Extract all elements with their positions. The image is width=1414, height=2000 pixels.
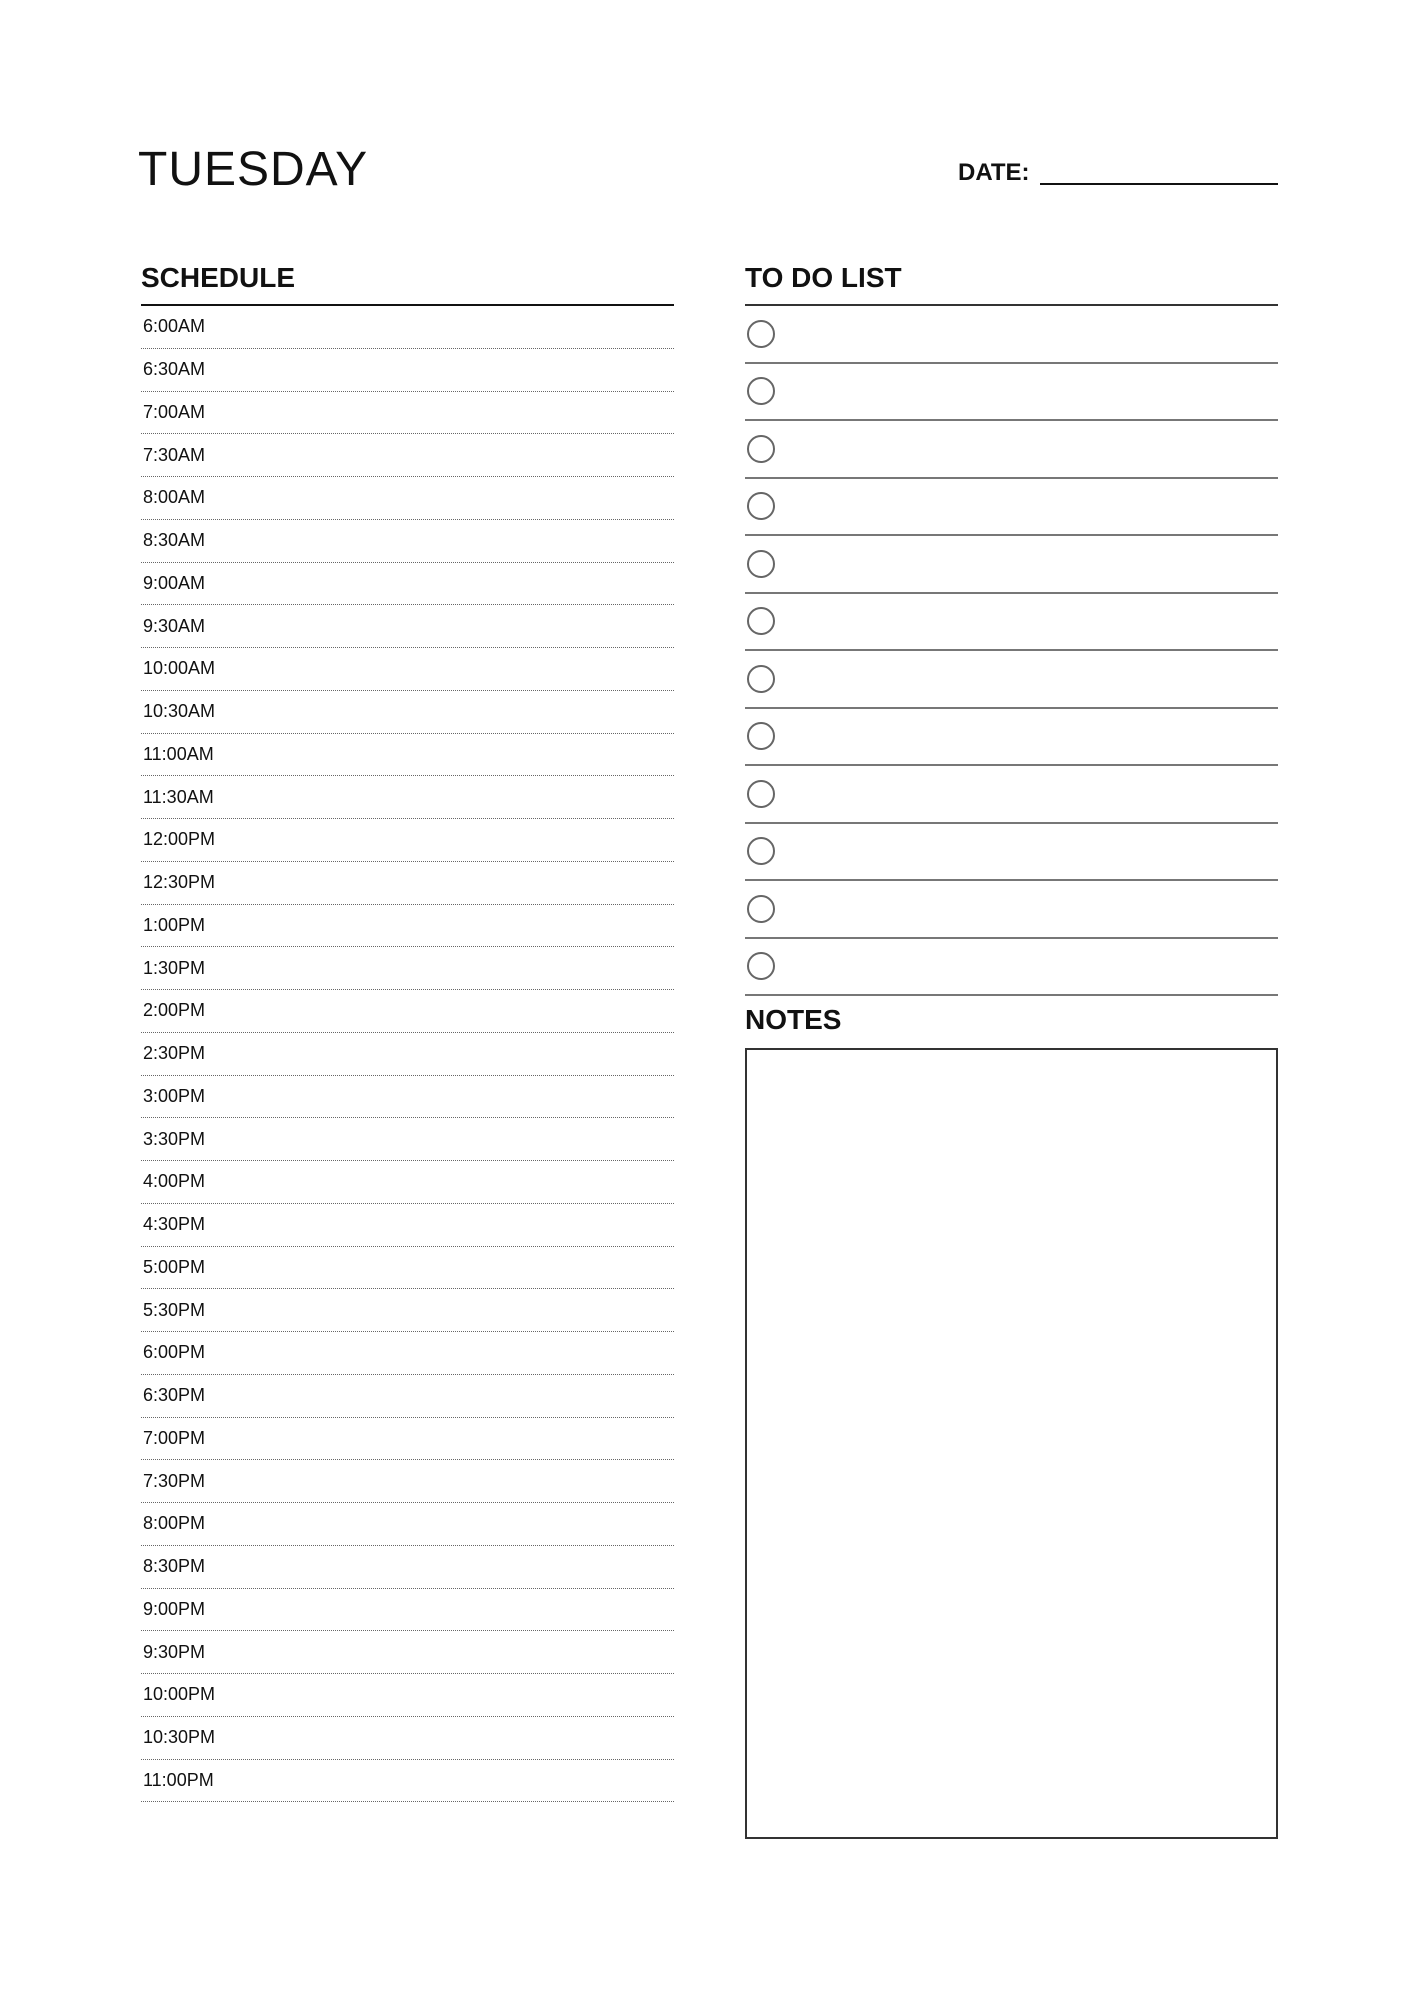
schedule-list: [141, 306, 674, 1802]
schedule-time-label: 2:00PM: [143, 1000, 206, 1021]
schedule-row[interactable]: [141, 520, 674, 563]
schedule-heading: SCHEDULE: [141, 258, 674, 306]
schedule-time-label: 9:00PM: [143, 1598, 206, 1619]
schedule-row[interactable]: [141, 477, 674, 520]
schedule-time-label: 6:30PM: [143, 1385, 206, 1406]
todo-checkbox-circle-icon[interactable]: [747, 550, 775, 578]
todo-section: [745, 258, 1278, 996]
schedule-time-label: 5:30PM: [143, 1299, 206, 1320]
todo-checkbox-circle-icon[interactable]: [747, 607, 775, 635]
schedule-time-label: 3:00PM: [143, 1085, 206, 1106]
todo-list: [745, 306, 1278, 996]
schedule-row[interactable]: [141, 862, 674, 905]
schedule-row[interactable]: [141, 1375, 674, 1418]
schedule-time-label: 8:00AM: [143, 487, 206, 508]
schedule-row[interactable]: [141, 1460, 674, 1503]
todo-checkbox-circle-icon[interactable]: [747, 895, 775, 923]
schedule-row[interactable]: [141, 734, 674, 777]
schedule-row[interactable]: [141, 1674, 674, 1717]
todo-item[interactable]: [745, 651, 1278, 709]
date-field-line[interactable]: [1040, 183, 1278, 185]
schedule-time-label: 1:30PM: [143, 957, 206, 978]
notes-section: [745, 1000, 1278, 1839]
todo-checkbox-circle-icon[interactable]: [747, 952, 775, 980]
schedule-time-label: 4:30PM: [143, 1214, 206, 1235]
schedule-row[interactable]: [141, 1161, 674, 1204]
schedule-time-label: 10:30AM: [143, 701, 216, 722]
todo-checkbox-circle-icon[interactable]: [747, 492, 775, 520]
schedule-row[interactable]: [141, 434, 674, 477]
todo-item[interactable]: [745, 364, 1278, 422]
schedule-time-label: 7:00AM: [143, 401, 206, 422]
todo-checkbox-circle-icon[interactable]: [747, 722, 775, 750]
todo-checkbox-circle-icon[interactable]: [747, 780, 775, 808]
schedule-row[interactable]: [141, 306, 674, 349]
todo-item[interactable]: [745, 766, 1278, 824]
todo-item[interactable]: [745, 939, 1278, 997]
todo-item[interactable]: [745, 881, 1278, 939]
schedule-time-label: 11:00AM: [143, 743, 214, 764]
day-title: TUESDAY: [138, 143, 369, 196]
schedule-time-label: 7:30PM: [143, 1470, 206, 1491]
schedule-time-label: 1:00PM: [143, 914, 206, 935]
schedule-row[interactable]: [141, 1546, 674, 1589]
schedule-row[interactable]: [141, 1247, 674, 1290]
schedule-time-label: 7:30AM: [143, 444, 206, 465]
schedule-row[interactable]: [141, 1118, 674, 1161]
schedule-row[interactable]: [141, 1033, 674, 1076]
schedule-row[interactable]: [141, 947, 674, 990]
schedule-row[interactable]: [141, 1332, 674, 1375]
todo-item[interactable]: [745, 709, 1278, 767]
schedule-time-label: 12:30PM: [143, 872, 216, 893]
schedule-row[interactable]: [141, 1631, 674, 1674]
todo-item[interactable]: [745, 421, 1278, 479]
schedule-time-label: 10:00PM: [143, 1684, 216, 1705]
schedule-row[interactable]: [141, 990, 674, 1033]
schedule-row[interactable]: [141, 648, 674, 691]
schedule-time-label: 6:30AM: [143, 359, 206, 380]
todo-checkbox-circle-icon[interactable]: [747, 837, 775, 865]
schedule-row[interactable]: [141, 1289, 674, 1332]
todo-checkbox-circle-icon[interactable]: [747, 435, 775, 463]
schedule-time-label: 7:00PM: [143, 1427, 206, 1448]
schedule-row[interactable]: [141, 1418, 674, 1461]
schedule-row[interactable]: [141, 691, 674, 734]
todo-heading: TO DO LIST: [745, 258, 1278, 306]
todo-checkbox-circle-icon[interactable]: [747, 665, 775, 693]
todo-checkbox-circle-icon[interactable]: [747, 320, 775, 348]
schedule-row[interactable]: [141, 1076, 674, 1119]
todo-item[interactable]: [745, 536, 1278, 594]
schedule-row[interactable]: [141, 349, 674, 392]
schedule-row[interactable]: [141, 392, 674, 435]
todo-item[interactable]: [745, 306, 1278, 364]
schedule-time-label: 10:00AM: [143, 658, 216, 679]
schedule-time-label: 9:30PM: [143, 1641, 206, 1662]
schedule-row[interactable]: [141, 605, 674, 648]
schedule-row[interactable]: [141, 1503, 674, 1546]
notes-heading: NOTES: [745, 1004, 842, 1035]
notes-box[interactable]: [745, 1048, 1278, 1839]
schedule-time-label: 8:30AM: [143, 530, 206, 551]
schedule-time-label: 5:00PM: [143, 1256, 206, 1277]
schedule-row[interactable]: [141, 1204, 674, 1247]
schedule-row[interactable]: [141, 819, 674, 862]
schedule-time-label: 6:00PM: [143, 1342, 206, 1363]
todo-checkbox-circle-icon[interactable]: [747, 377, 775, 405]
schedule-row[interactable]: [141, 776, 674, 819]
schedule-time-label: 3:30PM: [143, 1128, 206, 1149]
schedule-time-label: 10:30PM: [143, 1727, 216, 1748]
todo-item[interactable]: [745, 594, 1278, 652]
schedule-row[interactable]: [141, 1717, 674, 1760]
schedule-time-label: 2:30PM: [143, 1043, 206, 1064]
schedule-row[interactable]: [141, 1589, 674, 1632]
schedule-time-label: 12:00PM: [143, 829, 216, 850]
schedule-time-label: 8:00PM: [143, 1513, 206, 1534]
schedule-time-label: 9:30AM: [143, 615, 206, 636]
schedule-time-label: 8:30PM: [143, 1556, 206, 1577]
schedule-row[interactable]: [141, 905, 674, 948]
schedule-row[interactable]: [141, 1760, 674, 1803]
todo-item[interactable]: [745, 824, 1278, 882]
schedule-time-label: 11:30AM: [143, 786, 214, 807]
schedule-time-label: 9:00AM: [143, 572, 206, 593]
schedule-section: [141, 258, 674, 1802]
date-label: DATE:: [958, 159, 1030, 186]
schedule-row[interactable]: [141, 563, 674, 606]
todo-item[interactable]: [745, 479, 1278, 537]
schedule-time-label: 4:00PM: [143, 1171, 206, 1192]
schedule-time-label: 11:00PM: [143, 1769, 214, 1790]
schedule-time-label: 6:00AM: [143, 316, 206, 337]
